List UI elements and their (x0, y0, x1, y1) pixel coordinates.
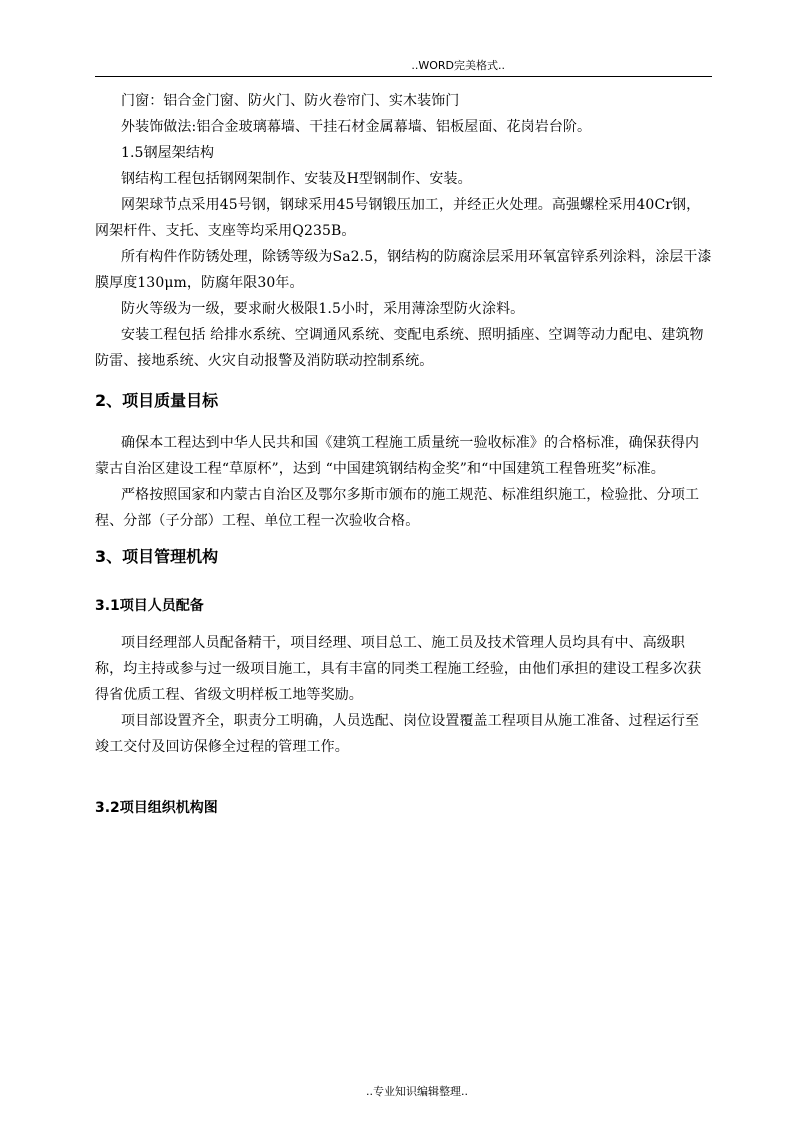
paragraph-grid-nodes: 网架球节点采用45号钢，钢球采用45号钢锻压加工，并经正火处理。高强螺栓采用40Cr钢，网架杆件、支托、支座等均采用Q235B。 (95, 197, 701, 239)
page-footer (0, 1083, 794, 1099)
header-text: ..WORD完美格式.. (411, 59, 505, 72)
paragraph-fireproofing: 防火等级为一级，要求耐火极限1.5小时，采用薄涂型防火涂料。 (121, 301, 525, 317)
paragraph-acceptance: 严格按照国家和内蒙古自治区及鄂尔多斯市颁布的施工规范、标准组织施工，检验批、分项工程、分部（子分部）工程、单位工程一次验收合格。 (95, 487, 700, 529)
paragraph-staffing: 项目经理部人员配备精干，项目经理、项目总工、施工员及技术管理人员均具有中、高级职称，均主持或参与过一级项目施工，具有丰富的同类工程施工经验，由他们承担的建设工程多次获得省优质工程、省级文明样板工地等奖励。 (95, 635, 702, 703)
footer-text: ..专业知识编辑整理.. (366, 1085, 468, 1098)
paragraph-installation: 安装工程包括 给排水系统、空调通风系统、变配电系统、照明插座、空调等动力配电、建筑物防雷、接地系统、火灾自动报警及消防联动控制系统。 (95, 327, 704, 369)
paragraph-steel-works: 钢结构工程包括钢网架制作、安装及H型钢制作、安装。 (121, 171, 472, 187)
paragraph-doors-windows: 门窗：铝合金门窗、防火门、防火卷帘门、实木装饰门 (121, 93, 460, 109)
subsection-heading-staffing: 3.1项目人员配备 (95, 598, 204, 614)
paragraph-quality-standard: 确保本工程达到中华人民共和国《建筑工程施工质量统一验收标准》的合格标准，确保获得内蒙古自治区建设工程“草原杯”，达到 “中国建筑钢结构金奖”和“中国建筑工程鲁班奖”标准。 (95, 435, 700, 477)
section-heading-management: 3、项目管理机构 (95, 547, 219, 566)
page-header (95, 56, 712, 77)
paragraph-exterior-finish: 外装饰做法:铝合金玻璃幕墙、干挂石材金属幕墙、铝板屋面、花岗岩台阶。 (121, 119, 592, 135)
document-body (95, 88, 712, 818)
section-heading-quality-goals: 2、项目质量目标 (95, 391, 219, 410)
paragraph-organization: 项目部设置齐全，职责分工明确，人员选配、岗位设置覆盖工程项目从施工准备、过程运行至竣工交付及回访保修全过程的管理工作。 (95, 713, 700, 755)
paragraph-anticorrosion: 所有构件作防锈处理，除锈等级为Sa2.5，钢结构的防腐涂层采用环氧富锌系列涂料，涂层干漆膜厚度130μm，防腐年限30年。 (95, 249, 712, 291)
subsection-heading-org-chart: 3.2项目组织机构图 (95, 800, 218, 816)
paragraph-steel-roof-title: 1.5钢屋架结构 (121, 145, 215, 161)
